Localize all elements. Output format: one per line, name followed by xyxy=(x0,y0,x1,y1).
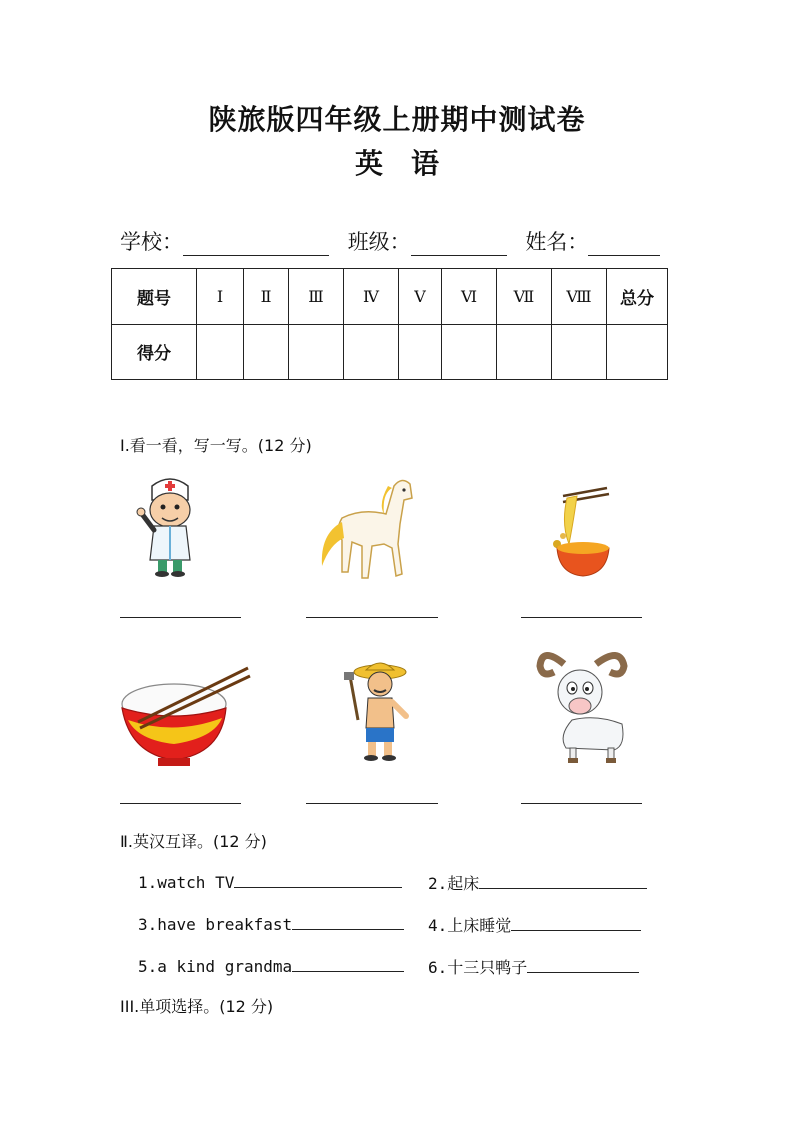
section-2-title: Ⅱ.英汉互译。(12 分) xyxy=(120,832,267,851)
question-item xyxy=(138,913,404,934)
answer-line[interactable] xyxy=(120,803,241,804)
question-text: 5.a kind grandma xyxy=(138,957,293,976)
question-text: 6.十三只鸭子 xyxy=(428,958,528,977)
noodles-icon xyxy=(543,484,613,580)
answer-blank[interactable] xyxy=(292,955,404,972)
question-item xyxy=(428,955,639,978)
answer-line[interactable] xyxy=(521,617,642,618)
name-label: 姓名： xyxy=(525,230,589,254)
answer-blank[interactable] xyxy=(234,871,402,888)
table-cell: 题号 xyxy=(112,269,197,325)
table-cell: Ⅲ xyxy=(289,269,344,325)
name-blank[interactable] xyxy=(588,233,660,256)
table-cell: Ⅳ xyxy=(344,269,399,325)
answer-line[interactable] xyxy=(306,617,438,618)
question-text: 4.上床睡觉 xyxy=(428,916,512,935)
answer-blank[interactable] xyxy=(479,872,647,889)
question-text: 3.have breakfast xyxy=(138,915,293,934)
class-blank[interactable] xyxy=(411,233,507,256)
answer-line[interactable] xyxy=(306,803,438,804)
table-cell: 得分 xyxy=(112,324,197,380)
doctor-icon xyxy=(130,474,210,578)
section-3-title: III.单项选择。(12 分) xyxy=(120,997,274,1016)
score-cell[interactable] xyxy=(289,324,344,380)
question-text: 1.watch TV xyxy=(138,873,235,892)
score-table-score-row xyxy=(112,324,668,380)
table-cell: Ⅰ xyxy=(197,269,244,325)
score-cell[interactable] xyxy=(197,324,244,380)
score-cell[interactable] xyxy=(244,324,289,380)
table-cell: Ⅷ xyxy=(552,269,607,325)
table-cell: Ⅱ xyxy=(244,269,289,325)
score-table-header-row xyxy=(112,269,668,325)
table-cell: Ⅶ xyxy=(497,269,552,325)
goat-icon xyxy=(536,644,632,766)
score-cell[interactable] xyxy=(552,324,607,380)
section-1-title: I.看一看，写一写。(12 分) xyxy=(120,436,312,455)
question-text: 2.起床 xyxy=(428,874,480,893)
score-cell[interactable] xyxy=(497,324,552,380)
answer-line[interactable] xyxy=(521,803,642,804)
school-label: 学校： xyxy=(120,230,183,254)
question-item xyxy=(138,955,404,976)
score-cell[interactable] xyxy=(442,324,497,380)
table-cell: 总分 xyxy=(607,269,668,325)
score-cell[interactable] xyxy=(344,324,399,380)
class-label: 班级： xyxy=(347,230,411,254)
question-item xyxy=(428,913,641,936)
answer-blank[interactable] xyxy=(292,913,404,930)
student-info-row xyxy=(120,226,660,256)
answer-blank[interactable] xyxy=(511,914,641,931)
score-cell[interactable] xyxy=(399,324,442,380)
rice-icon xyxy=(118,664,252,770)
page-title: 陕旅版四年级上册期中测试卷 xyxy=(208,103,586,136)
table-cell: Ⅵ xyxy=(442,269,497,325)
school-blank[interactable] xyxy=(183,233,329,256)
score-table xyxy=(111,268,668,380)
farmer-icon xyxy=(340,656,412,762)
question-item xyxy=(138,871,402,892)
score-cell[interactable] xyxy=(607,324,668,380)
answer-blank[interactable] xyxy=(527,956,639,973)
horse-icon xyxy=(312,474,420,586)
subject-title: 英 语 xyxy=(354,147,439,180)
answer-line[interactable] xyxy=(120,617,241,618)
table-cell: Ⅴ xyxy=(399,269,442,325)
question-item xyxy=(428,871,647,894)
